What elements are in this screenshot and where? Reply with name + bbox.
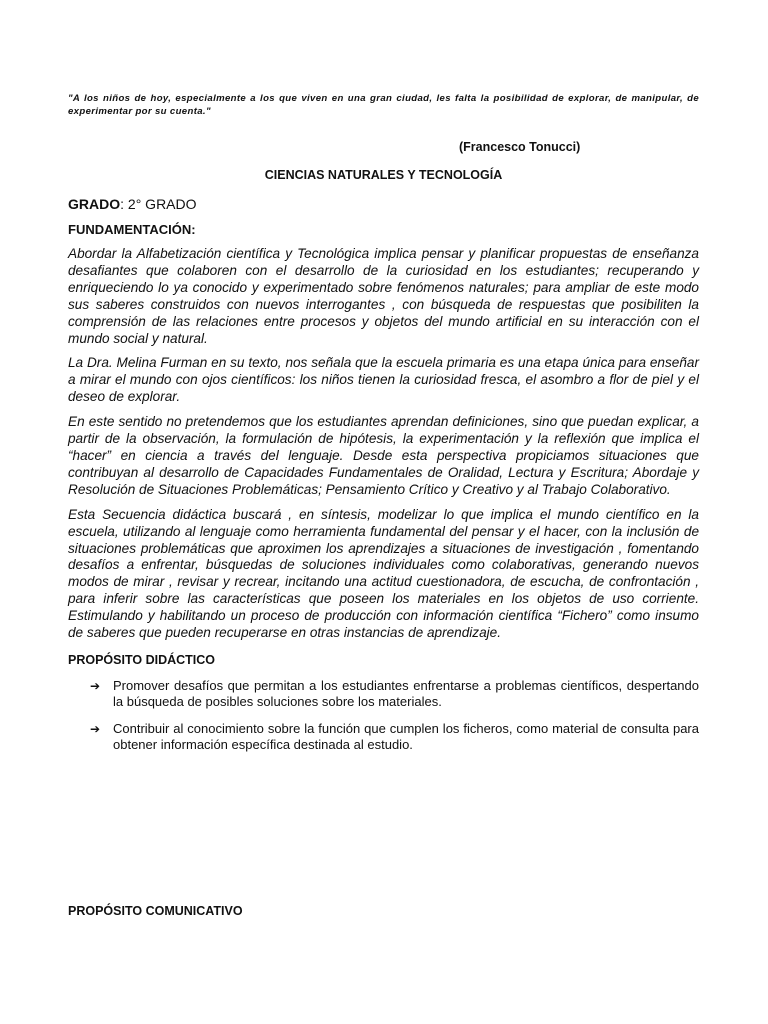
document-page (68, 92, 699, 764)
proposito-didactico-heading: PROPÓSITO DIDÁCTICO (68, 652, 216, 667)
grade-line (68, 196, 699, 213)
subject-title: CIENCIAS NATURALES Y TECNOLOGÍA (264, 168, 503, 182)
fundamentacion-paragraph-4: Esta Secuencia didáctica buscará , en síntesis, modelizar lo que implica el mundo científico en la escuela, utilizando al lenguaje como herramienta fundamental del pensar y el hacer, con la inclusión de situaciones problemáticas que aproximen los aprendizajes a situaciones de investigación , fomentando desafíos a enfrentar, búsquedas de soluciones individuales como colaborativas, generando nuevos modos de mirar , revisar y recrear, incitando una actitud cuestionadora, de escucha, de confrontación , para inferir sobre las características que poseen los materiales en los objetos de uso corriente. Estimulando y habilitando un proceso de producción con información científica “Fichero” como insumo de saberes que pueden recuperarse en otras instancias de aprendizaje. (68, 506, 699, 641)
grade-separator: : (120, 196, 128, 212)
list-item-text: Promover desafíos que permitan a los estudiantes enfrentarse a problemas científicos, despertando la búsqueda de posibles soluciones sobre los materiales. (113, 677, 699, 710)
arrow-right-icon: ➔ (90, 678, 101, 693)
list-item-text: Contribuir al conocimiento sobre la función que cumplen los ficheros, como material de consulta para obtener información específica destinada al estudio. (113, 720, 699, 753)
fundamentacion-paragraph-3: En este sentido no pretendemos que los estudiantes aprendan definiciones, sino que puedan explicar, a partir de la observación, la formulación de hipótesis, la experimentación y la reflexión que implica el “hacer” en ciencia a través del lenguaje. Desde esta perspectiva propiciamos situaciones que contribuyan al desarrollo de Capacidades Fundamentales de Oralidad, Lectura y Escritura; Abordaje y Resolución de Situaciones Problemáticas; Pensamiento Crítico y Creativo y al Trabajo Colaborativo. (68, 414, 699, 497)
proposito-didactico-list (68, 678, 699, 754)
proposito-comunicativo-heading: PROPÓSITO COMUNICATIVO (68, 904, 243, 918)
epigraph-author: (Francesco Tonucci) (459, 140, 581, 154)
grade-value: 2° GRADO (127, 196, 197, 212)
list-item (68, 721, 699, 754)
grade-label: GRADO (68, 196, 121, 212)
arrow-right-icon: ➔ (90, 721, 101, 736)
fundamentacion-paragraph-2: La Dra. Melina Furman en su texto, nos señala que la escuela primaria es una etapa única para enseñar a mirar el mundo con ojos científicos: los niños tienen la curiosidad fresca, el asombro a flor de piel y el deseo de explorar. (68, 355, 699, 405)
fundamentacion-heading: FUNDAMENTACIÓN: (68, 222, 196, 237)
epigraph-quote: "A los niños de hoy, especialmente a los que viven en una gran ciudad, les falta la posibilidad de explorar, de manipular, de experimentar por su cuenta." (68, 93, 699, 117)
fundamentacion-paragraph-1: Abordar la Alfabetización científica y Tecnológica implica pensar y planificar propuestas de enseñanza desafiantes que colaboren con el desarrollo de la curiosidad en los estudiantes; recuperando y enriqueciendo lo ya conocido y experimentado sobre fenómenos naturales; para ampliar de este modo sus saberes construidos con nuevos interrogantes , con búsqueda de respuestas que posibiliten la comprensión de las relaciones entre procesos y objetos del mundo artificial en su interacción con el mundo social y natural. (68, 246, 699, 346)
list-item (68, 678, 699, 711)
